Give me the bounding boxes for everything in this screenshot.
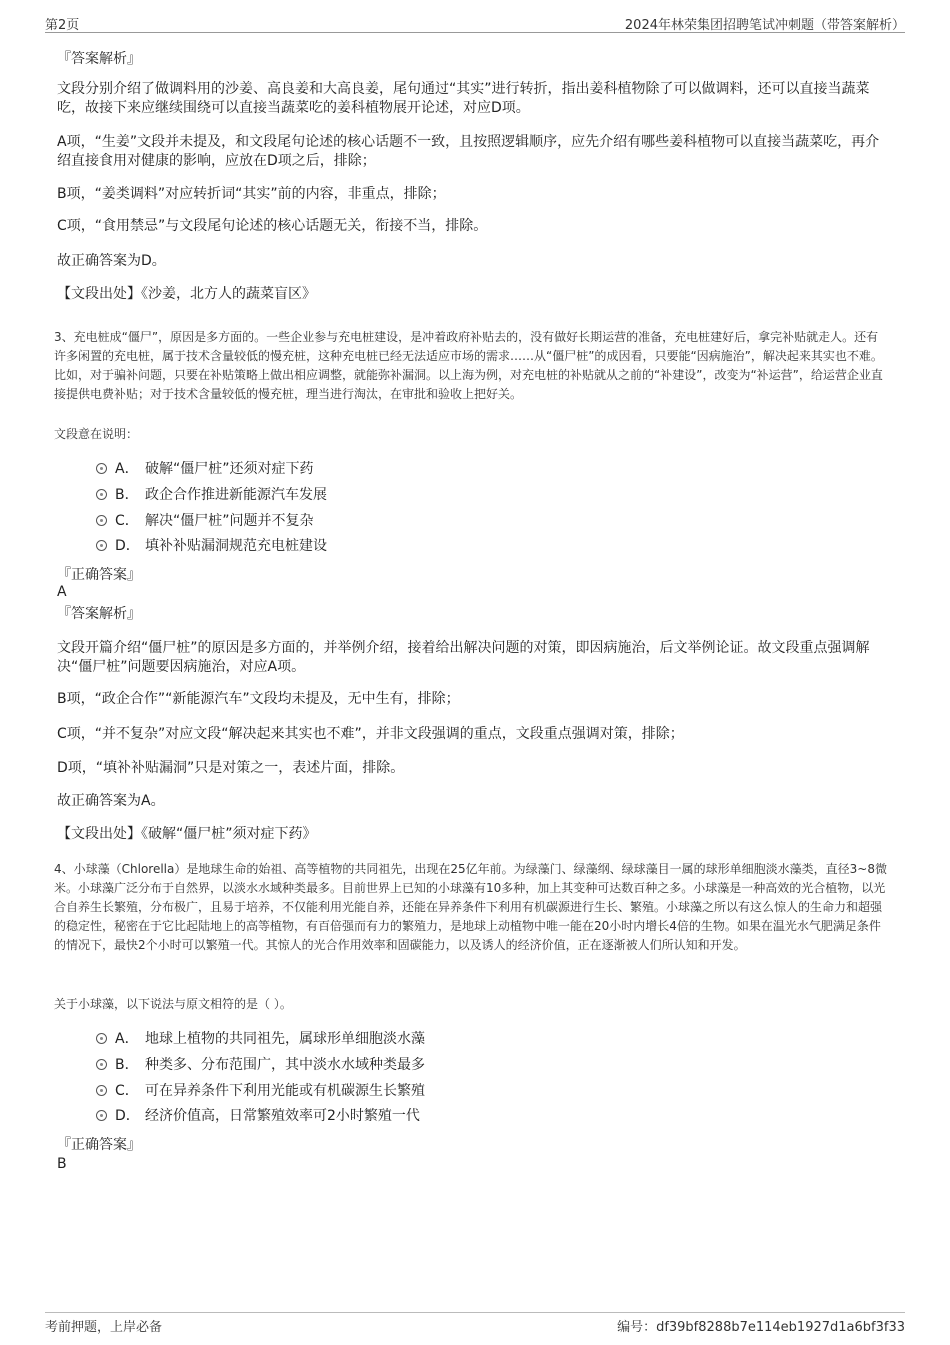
q2-conclusion: 故正确答案为D。 <box>57 253 166 269</box>
q3-source: 【文段出处】《破解“僵尸桩”须对症下药》 <box>57 826 317 842</box>
radio-icon[interactable] <box>96 1059 107 1070</box>
q3-conclusion: 故正确答案为A。 <box>57 793 165 809</box>
radio-icon[interactable] <box>96 463 107 474</box>
q3-option-d[interactable]: D． 填补补贴漏洞规范充电桩建设 <box>96 536 327 556</box>
q3-question: 文段意在说明： <box>54 427 139 441</box>
radio-icon[interactable] <box>96 1085 107 1096</box>
radio-icon[interactable] <box>96 1110 107 1121</box>
q3-answer-label: 『正确答案』 <box>57 567 141 583</box>
q2-source: 【文段出处】《沙姜，北方人的蔬菜盲区》 <box>57 286 316 302</box>
q2-option-c-note: C项，“食用禁忌”与文段尾句论述的核心话题无关，衔接不当，排除。 <box>57 218 488 234</box>
q4-option-d[interactable]: D． 经济价值高，日常繁殖效率可2小时繁殖一代 <box>96 1106 420 1126</box>
q4-passage: 4、小球藻（Chlorella）是地球生命的始祖、高等植物的共同祖先，出现在25亿年前。为绿藻门、绿藻纲、绿球藻目一属的球形单细胞淡水藻类，直径3~8微米。小球藻广泛分布于自然界，以淡水水域种类最多。目前世界上已知的小球藻有10多种，加上其变种可达数百种之多。小球藻是一种高效的光合植物，以光合自养生长繁殖，分布极广，且易于培养，不仅能利用光能自养，还能在异养条件下利用有机碳源进行生长、繁殖。小球藻之所以有这么惊人的生命力和超强的稳定性，秘密在于它比起陆地上的高等植物，有百倍强而有力的繁殖力，是地球上动植物中唯一能在20小时内增长4倍的生物。如果在温光水气肥满足条件的情况下，最快2个小时可以繁殖一代。其惊人的光合作用效率和固碳能力，以及诱人的经济价值，正在逐渐被人们所认知和开发。 <box>54 862 887 952</box>
radio-icon[interactable] <box>96 540 107 551</box>
q2-option-b-note: B项，“姜类调料”对应转折词“其实”前的内容，非重点，排除； <box>57 186 446 202</box>
q3-passage: 3、充电桩成“僵尸”，原因是多方面的。一些企业参与充电桩建设，是冲着政府补贴去的，没有做好长期运营的准备，充电桩建好后，拿完补贴就走人。还有许多闲置的充电桩，属于技术含量较低的慢充桩，这种充电桩已经无法适应市场的需求……从“僵尸桩”的成因看，只要能“因病施治”，解决起来其实也不难。比如，对于骗补问题，只要在补贴策略上做出相应调整，就能弥补漏洞。以上海为例，对充电桩的补贴就从之前的“补建设”，改变为“补运营”，给运营企业直接提供电费补贴；对于技术含量较低的慢充桩，理当进行淘汰，在审批和验收上把好关。 <box>54 330 883 401</box>
q4-question: 关于小球藻，以下说法与原文相符的是（ ）。 <box>54 997 292 1011</box>
q3-option-a[interactable]: A． 破解“僵尸桩”还须对症下药 <box>96 459 314 479</box>
q2-analysis: 文段分别介绍了做调料用的沙姜、高良姜和大高良姜，尾句通过“其实”进行转折，指出姜科植物除了可以做调料，还可以直接当蔬菜吃，故接下来应继续围绕可以直接当蔬菜吃的姜科植物展开论述，对应D项。 <box>57 81 870 116</box>
q3-analysis-label: 『答案解析』 <box>57 606 141 622</box>
q2-analysis-label: 『答案解析』 <box>57 51 141 67</box>
page-header <box>45 14 905 33</box>
q2-option-a-note: A项，“生姜”文段并未提及，和文段尾句论述的核心话题不一致，且按照逻辑顺序，应先介绍有哪些姜科植物可以直接当蔬菜吃，再介绍直接食用对健康的影响，应放在D项之后，排除； <box>57 134 880 169</box>
q4-answer-label: 『正确答案』 <box>57 1137 141 1153</box>
document-id: 编号：df39bf8288b7e114eb1927d1a6bf3f33 <box>617 1320 905 1335</box>
radio-icon[interactable] <box>96 515 107 526</box>
footer-slogan: 考前押题，上岸必备 <box>45 1320 163 1335</box>
page-number: 第2页 <box>45 18 80 33</box>
q3-option-b-note: B项，“政企合作”“新能源汽车”文段均未提及，无中生有，排除； <box>57 691 460 707</box>
q3-option-d-note: D项，“填补补贴漏洞”只是对策之一，表述片面，排除。 <box>57 760 405 776</box>
q4-answer: B <box>57 1156 67 1172</box>
q3-option-c[interactable]: C． 解决“僵尸桩”问题并不复杂 <box>96 511 314 531</box>
document-title: 2024年林荣集团招聘笔试冲刺题（带答案解析） <box>624 18 905 33</box>
q3-answer: A <box>57 584 67 600</box>
q3-analysis: 文段开篇介绍“僵尸桩”的原因是多方面的，并举例介绍，接着给出解决问题的对策，即因病施治，后文举例论证。故文段重点强调解决“僵尸桩”问题要因病施治，对应A项。 <box>57 640 870 675</box>
page-footer <box>45 1312 905 1336</box>
q4-option-a[interactable]: A． 地球上植物的共同祖先，属球形单细胞淡水藻 <box>96 1029 425 1049</box>
q3-option-b[interactable]: B． 政企合作推进新能源汽车发展 <box>96 485 327 505</box>
q4-option-b[interactable]: B． 种类多、分布范围广，其中淡水水域种类最多 <box>96 1055 425 1075</box>
q3-option-c-note: C项，“并不复杂”对应文段“解决起来其实也不难”，并非文段强调的重点，文段重点强调对策，排除； <box>57 726 684 742</box>
radio-icon[interactable] <box>96 1033 107 1044</box>
radio-icon[interactable] <box>96 489 107 500</box>
q4-option-c[interactable]: C． 可在异养条件下利用光能或有机碳源生长繁殖 <box>96 1081 425 1101</box>
